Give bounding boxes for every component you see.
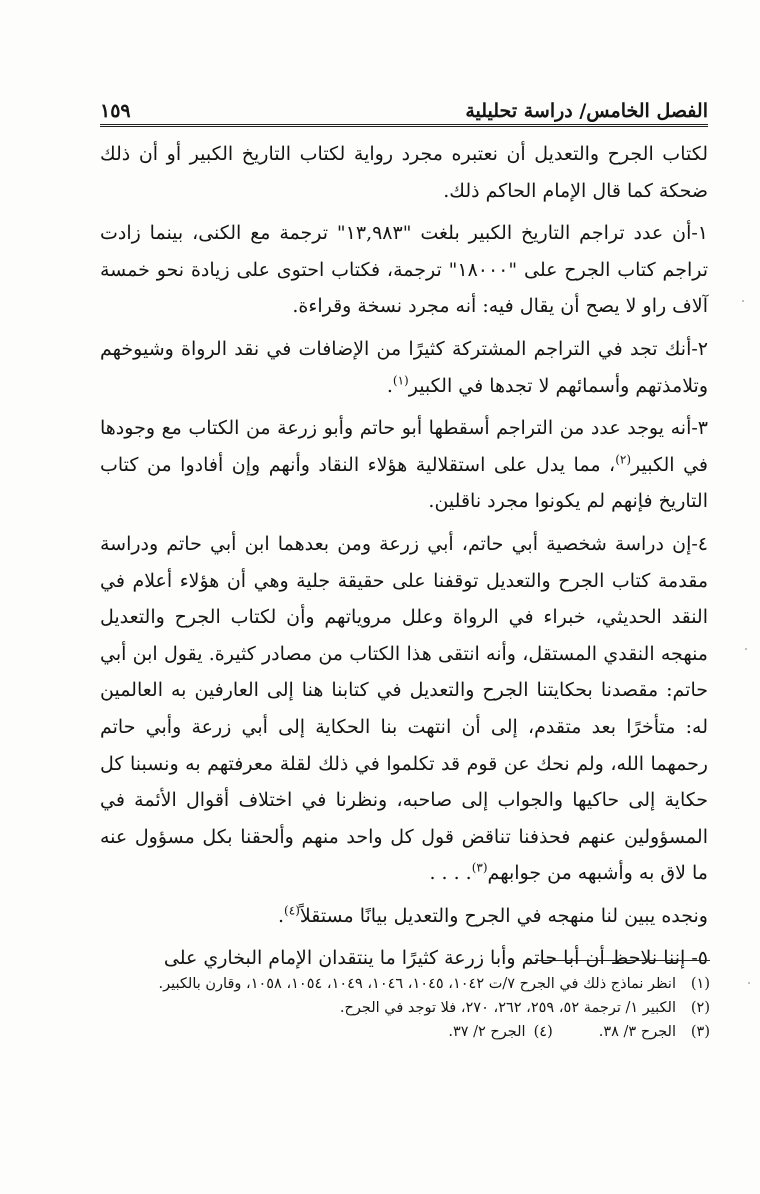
paragraph-point-4: ٤-إن دراسة شخصية أبي حاتم، أبي زرعة ومن بعدهما ابن أبي حاتم ودراسة مقدمة كتاب الجرح والتعديل توقفنا على حقيقة جلية وهي أن هؤلاء أعلام في النقد الحديثي، خبراء في الرواة وعلل مروياتهم وأن لكتاب الجرح والتعديل منهجه النقدي المستقل، وأنه انتقى هذا الكتاب من مصادر كثيرة. يقول ابن أبي حاتم: مقصدنا بحكايتنا الجرح والتعديل في كتابنا هنا إلى العارفين به العالمين له: متأخرًا بعد متقدم، إلى أن انتهت بنا الحكاية إلى أبي زرعة وأبي حاتم رحمهما الله، ولم نحك عن قوم قد تكلموا في ذلك لقلة معرفتهم به ونسبنا كل حكاية إلى حاكيها والجواب إلى صاحبه، ونظرنا في اختلاف أقوال الأئمة في المسؤولين عنهم فحذفنا تناقض قول كل واحد منهم وألحقنا بكل مسؤول عنه ما لاق به وأشبهه من جوابهم$^{(٣)}$. . . . (100, 532, 708, 885)
paragraph-point-5: ٥- إننا نلاحظ أن أبا حاتم وأبا زرعة كثيرًا ما ينتقدان الإمام البخاري على (163, 947, 708, 970)
footnote-number: (١) (690, 976, 710, 992)
scan-speck (745, 648, 747, 650)
footnote-ref-4[interactable]: (٤) (284, 903, 300, 918)
footnote-number: (٢) (690, 1000, 710, 1016)
footnote-number: (٣) (690, 1024, 710, 1040)
paragraph-point-1: ١-أن عدد تراجم التاريخ الكبير بلغت "١٣,٩٨٣" ترجمة مع الكنى، بينما زادت تراجم كتاب الجرح على "١٨٠٠٠" ترجمة، فكتاب احتوى على زيادة نحو خمسة آلاف راو لا يصح أن يقال فيه: أنه مجرد نسخة وقراءة. (100, 222, 708, 318)
footnote-3-4 (98, 1020, 710, 1044)
paragraph-continuation: لكتاب الجرح والتعديل أن نعتبره مجرد رواية لكتاب التاريخ الكبير أو أن ذلك ضحكة كما قال الإمام الحاكم ذلك. (100, 143, 708, 202)
footnotes (98, 972, 710, 1044)
header-rule (100, 124, 708, 127)
footnote-text: الجرح ٢/ ٣٧. (448, 1024, 526, 1040)
scan-speck (748, 982, 750, 984)
paragraph-point-3: ٣-أنه يوجد عدد من التراجم أسقطها أبو حاتم وأبو زرعة من الكتاب مع وجودها في الكبير$^{(٢)}$، مما يدل على استقلالية هؤلاء النقاد وأنهم وإن أفادوا من كتاب التاريخ فإنهم لم يكونوا مجرد ناقلين. (100, 417, 708, 513)
footnote-text: انظر نماذج ذلك في الجرح ٧/ت ١٠٤٢، ١٠٤٥، ١٠٤٦، ١٠٤٩، ١٠٥٤، ١٠٥٨، وقارن بالكبير. (158, 976, 676, 992)
footnote-rule (535, 960, 710, 961)
footnote-number: (٤) (533, 1024, 553, 1040)
main-text (100, 136, 708, 983)
footnote-text: الجرح ٣/ ٣٨. (598, 1024, 676, 1040)
paragraph-methodology: ونجده يبين لنا منهجه في الجرح والتعديل بيانًا مستقلاً$^{(٤)}$. (278, 903, 708, 927)
footnote-2 (98, 996, 710, 1020)
paragraph-point-2: ٢-أنك تجد في التراجم المشتركة كثيرًا من الإضافات في نقد الرواة وشيوخهم وتلامذتهم وأسمائهم لا تجدها في الكبير$^{(١)}$. (100, 337, 708, 397)
footnote-ref-1[interactable]: (١) (392, 373, 409, 388)
chapter-title: الفصل الخامس/ دراسة تحليلية (465, 100, 708, 122)
footnote-1 (98, 972, 710, 996)
footnote-text: الكبير ١/ ترجمة ٥٢، ٢٥٩، ٢٦٢، ٢٧٠، فلا توجد في الجرح. (339, 1000, 676, 1016)
page-number: ١٥٩ (100, 100, 131, 122)
footnote-ref-3[interactable]: (٣) (471, 860, 488, 875)
footnote-ref-2[interactable]: (٢) (615, 452, 632, 467)
scan-speck (742, 300, 744, 302)
running-header (100, 92, 708, 122)
